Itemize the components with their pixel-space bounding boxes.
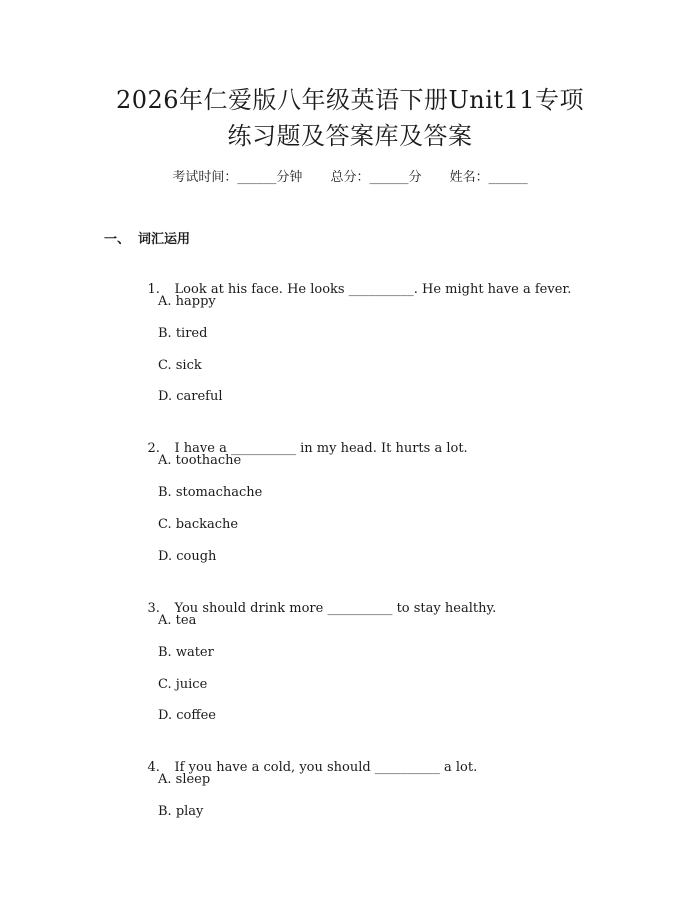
option: C. juice <box>158 677 208 692</box>
document-title-line1: 2026年仁爱版八年级英语下册Unit11专项 <box>115 86 585 114</box>
option: D. cough <box>158 549 217 564</box>
option: B. play <box>158 804 204 819</box>
option: A. tea <box>158 613 197 628</box>
question-number: 4. <box>147 760 160 775</box>
section-title: 词汇运用 <box>138 232 191 247</box>
option: C. sick <box>158 358 202 373</box>
option: A. happy <box>158 294 216 309</box>
section-heading <box>104 230 190 250</box>
option: B. water <box>158 645 214 660</box>
exam-name: 姓名：______ <box>449 170 528 185</box>
option: A. sleep <box>158 772 211 787</box>
question-text: If you have a cold, you should __________ a lot. <box>174 760 478 775</box>
question-text: You should drink more __________ to stay healthy. <box>174 601 497 616</box>
exam-time: 考试时间：______分钟 <box>172 170 303 185</box>
option: D. coffee <box>158 708 216 723</box>
section-number: 一、 <box>104 232 131 247</box>
document-title-line2: 练习题及答案库及答案 <box>227 122 473 150</box>
question-text: I have a __________ in my head. It hurts a lot. <box>174 441 468 456</box>
question-number: 1. <box>147 282 160 297</box>
option: D. careful <box>158 389 223 404</box>
question-number: 2. <box>147 441 160 456</box>
option: A. toothache <box>158 453 242 468</box>
option: C. backache <box>158 517 239 532</box>
exam-info <box>0 168 700 188</box>
question-number: 3. <box>147 601 160 616</box>
exam-total-score: 总分：______分 <box>330 170 422 185</box>
option: B. tired <box>158 326 208 341</box>
option: B. stomachache <box>158 485 263 500</box>
question-text: Look at his face. He looks __________. He might have a fever. <box>174 282 572 297</box>
